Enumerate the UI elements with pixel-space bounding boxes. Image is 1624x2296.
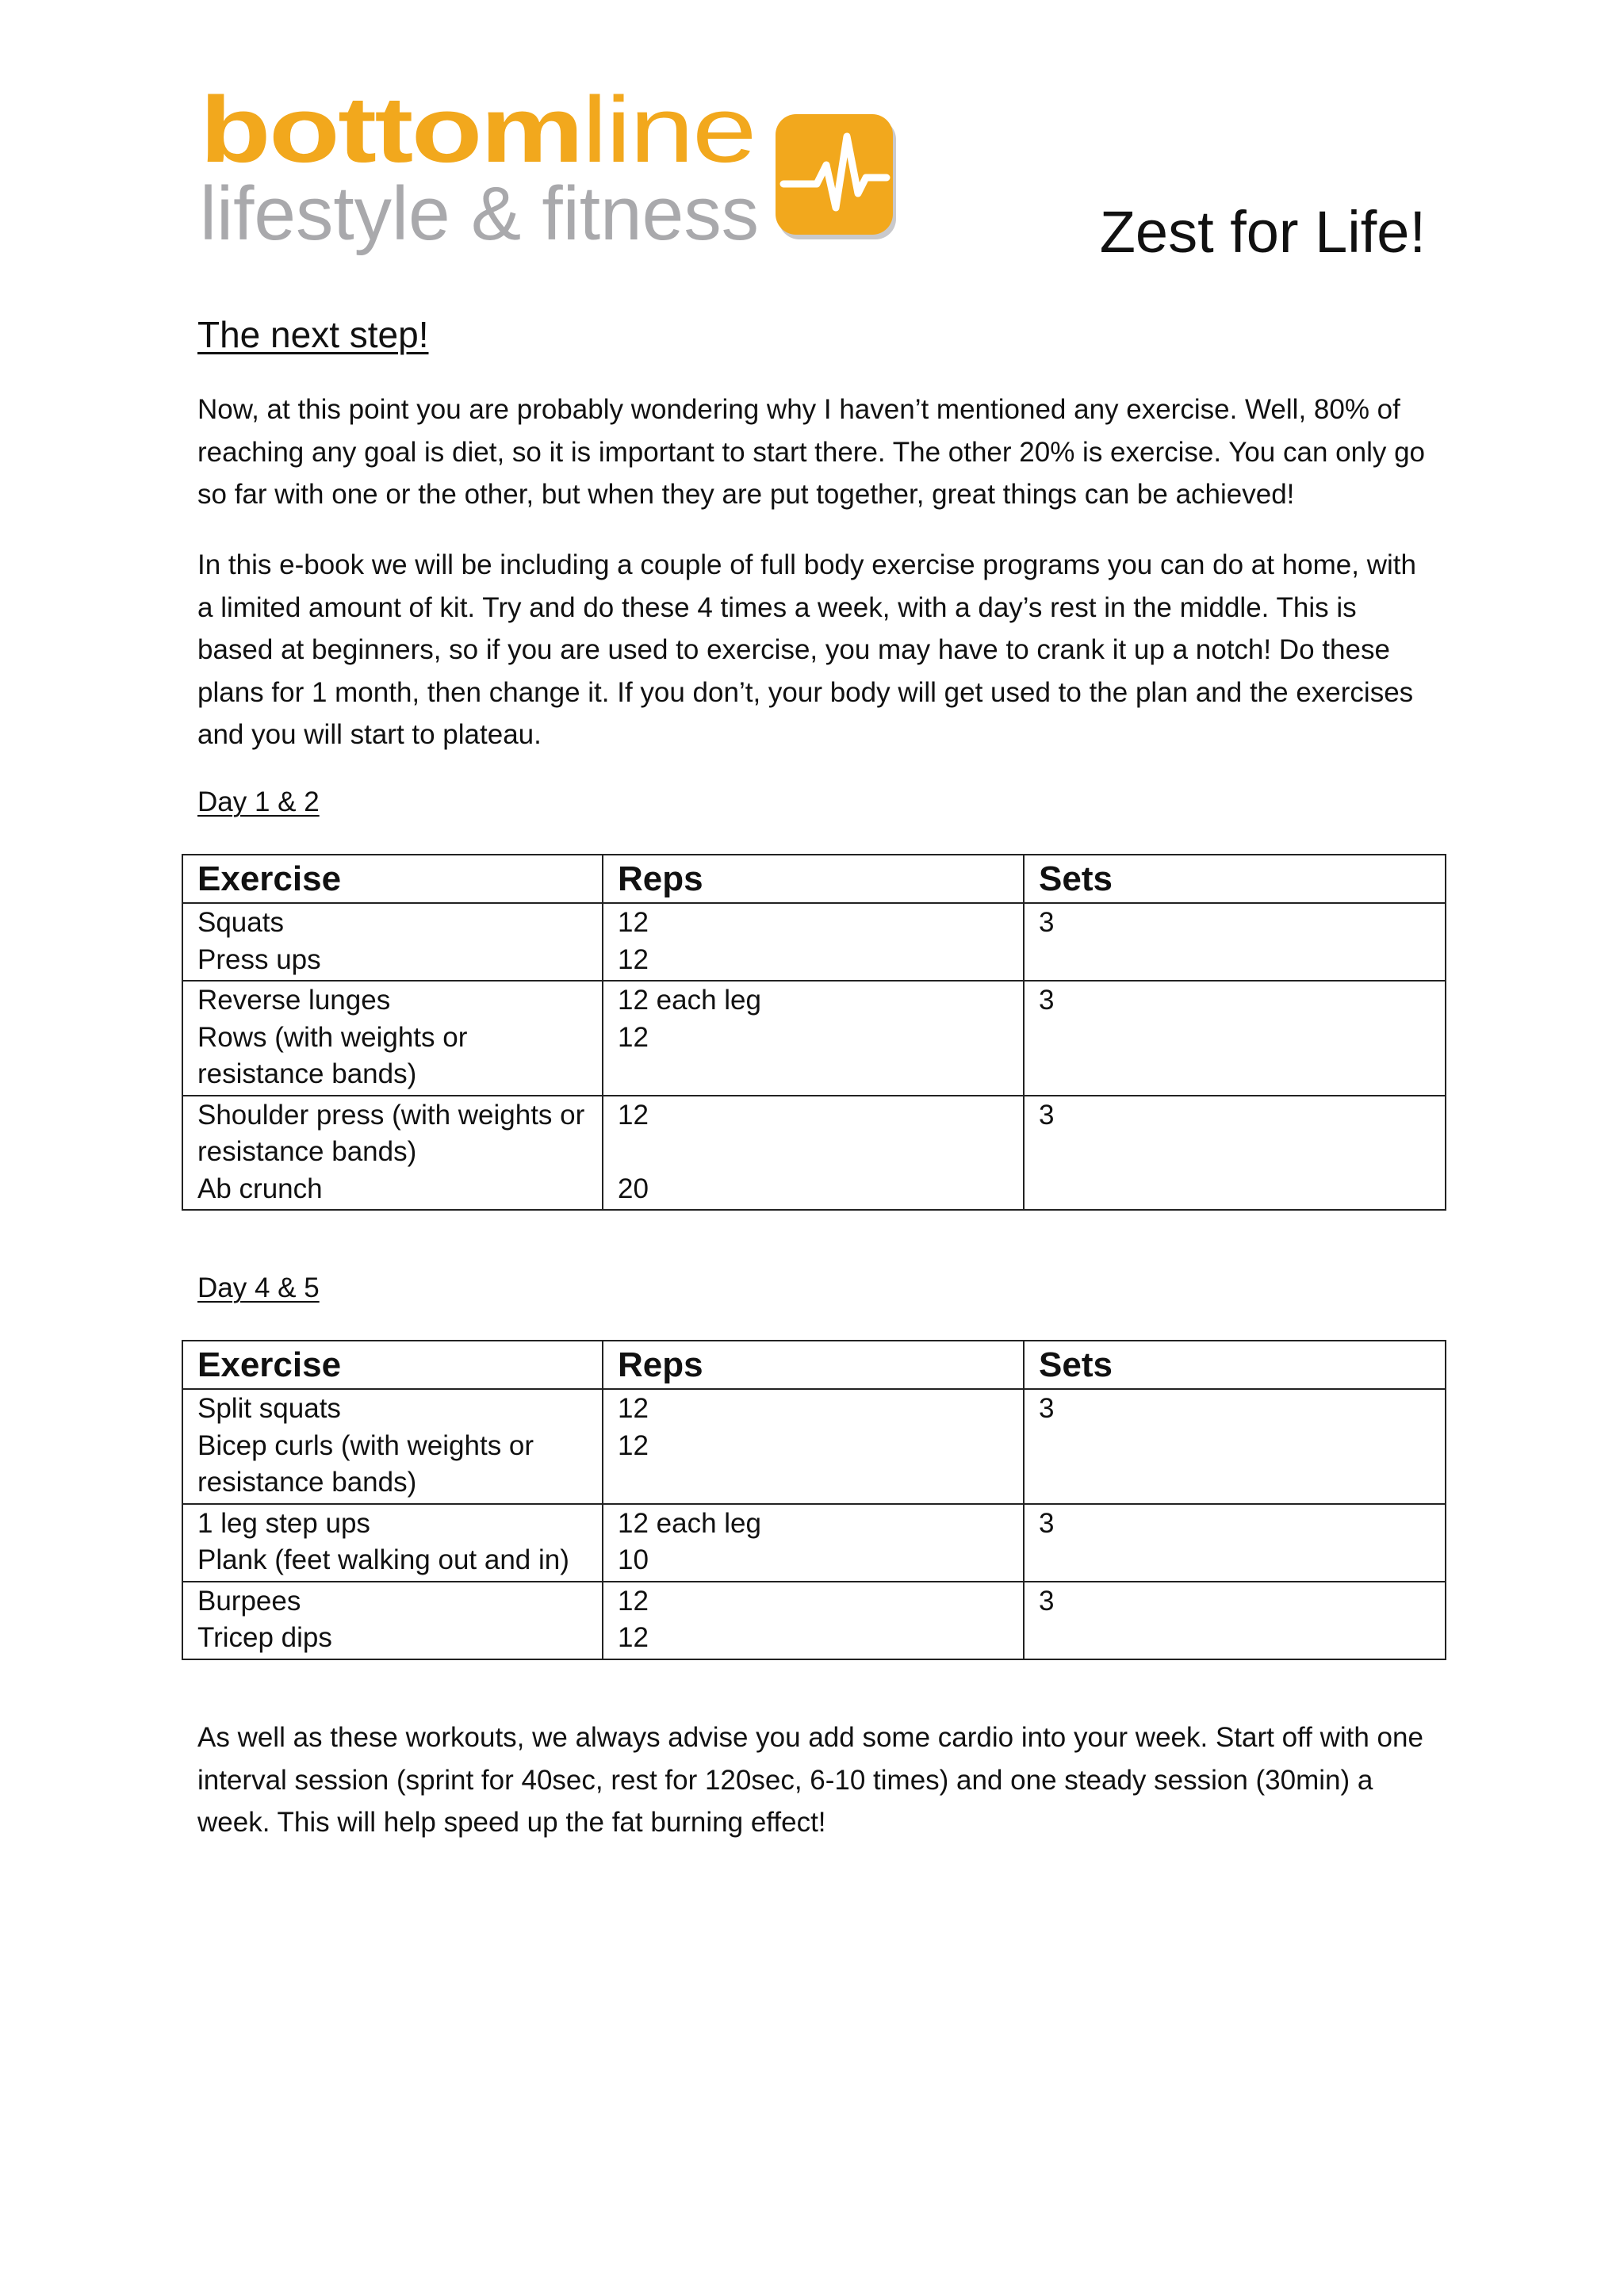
table-row bbox=[182, 903, 1446, 981]
table-row bbox=[182, 1389, 1446, 1504]
reps-value: 12 bbox=[618, 943, 649, 975]
logo-text-bottom: bottom bbox=[200, 89, 508, 182]
exercise-cell bbox=[182, 1582, 603, 1659]
logo-text-line: line bbox=[581, 89, 722, 182]
exercise-cell bbox=[182, 1389, 603, 1504]
section-heading: The next step! bbox=[197, 314, 429, 355]
reps-value: 12 each leg bbox=[618, 1507, 761, 1539]
table-header-row bbox=[182, 1341, 1446, 1389]
exercise-cell bbox=[182, 903, 603, 981]
exercise-name: Burpees bbox=[197, 1585, 301, 1617]
program-paragraph: In this e-book we will be including a couple of full body exercise programs you can do at home, with a limited amount of kit. Try and do these 4 times a week, with a day’s rest in the middle. This is based at beginners, so if you are used to exercise, you may have to crank it up a notch! Do these plans for 1 month, then change it. If you don’t, your body will get used to the plan and the exercises and you will start to plateau. bbox=[197, 549, 1416, 750]
exercise-cell bbox=[182, 981, 603, 1096]
table-header-row bbox=[182, 855, 1446, 903]
column-header-sets: Sets bbox=[1024, 855, 1446, 903]
exercise-name: Ab crunch bbox=[197, 1173, 323, 1204]
reps-cell bbox=[603, 981, 1024, 1096]
column-header-exercise: Exercise bbox=[182, 1341, 603, 1389]
reps-cell bbox=[603, 1389, 1024, 1504]
sets-cell: 3 bbox=[1024, 1096, 1446, 1211]
sets-cell: 3 bbox=[1024, 903, 1446, 981]
column-header-exercise: Exercise bbox=[182, 855, 603, 903]
intro-paragraph: Now, at this point you are probably wondering why I haven’t mentioned any exercise. Well, 80% of reaching any goal is diet, so it is important to start there. The other 20% is exercise. You can only go so far with one or the other, but when they are put together, great things can be achieved! bbox=[197, 394, 1425, 510]
day-4-5-table bbox=[182, 1340, 1446, 1660]
table-row bbox=[182, 1582, 1446, 1659]
reps-value: 12 bbox=[618, 1622, 649, 1653]
day-4-5-label: Day 4 & 5 bbox=[197, 1272, 320, 1303]
sets-cell: 3 bbox=[1024, 981, 1446, 1096]
reps-cell bbox=[603, 1096, 1024, 1211]
exercise-name: Squats bbox=[197, 907, 284, 938]
reps-value: 12 bbox=[618, 1393, 649, 1424]
exercise-name: Shoulder press (with weights or bbox=[197, 1099, 585, 1131]
reps-cell bbox=[603, 903, 1024, 981]
exercise-name: resistance bands) bbox=[197, 1058, 417, 1089]
day-1-2-table bbox=[182, 854, 1446, 1211]
reps-spacer bbox=[618, 1134, 1010, 1171]
document-title: Zest for Life! bbox=[1099, 199, 1426, 265]
reps-value: 20 bbox=[618, 1173, 649, 1204]
exercise-name: Plank (feet walking out and in) bbox=[197, 1544, 569, 1575]
exercise-name: Rows (with weights or bbox=[197, 1021, 468, 1053]
cardio-paragraph: As well as these workouts, we always advise you add some cardio into your week. Start off with one interval session (sprint for 40sec, rest for 120sec, 6-10 times) and one steady session (30min) a week. This will help speed up the fat burning effect! bbox=[197, 1722, 1423, 1838]
sets-cell: 3 bbox=[1024, 1389, 1446, 1504]
exercise-cell bbox=[182, 1096, 603, 1211]
column-header-reps: Reps bbox=[603, 1341, 1024, 1389]
logo-text-lifestyle-fitness: lifestyle & fitness bbox=[200, 171, 759, 256]
reps-value: 12 bbox=[618, 1099, 649, 1131]
day-1-2-label: Day 1 & 2 bbox=[197, 786, 320, 817]
logo-wordmark-top bbox=[200, 89, 755, 182]
exercise-cell bbox=[182, 1504, 603, 1582]
reps-value: 10 bbox=[618, 1544, 649, 1575]
table-row bbox=[182, 1096, 1446, 1211]
sets-cell: 3 bbox=[1024, 1504, 1446, 1582]
table-row bbox=[182, 1504, 1446, 1582]
exercise-name: resistance bands) bbox=[197, 1467, 417, 1498]
column-header-reps: Reps bbox=[603, 855, 1024, 903]
reps-value: 12 each leg bbox=[618, 985, 761, 1016]
exercise-name: 1 leg step ups bbox=[197, 1507, 370, 1539]
reps-value: 12 bbox=[618, 1429, 649, 1461]
exercise-name: resistance bands) bbox=[197, 1136, 417, 1167]
exercise-name: Tricep dips bbox=[197, 1622, 332, 1653]
heartbeat-icon bbox=[776, 114, 896, 239]
reps-value: 12 bbox=[618, 1585, 649, 1617]
reps-value: 12 bbox=[618, 1021, 649, 1053]
brand-logo bbox=[200, 89, 898, 259]
column-header-sets: Sets bbox=[1024, 1341, 1446, 1389]
exercise-name: Reverse lunges bbox=[197, 985, 391, 1016]
exercise-name: Bicep curls (with weights or bbox=[197, 1429, 534, 1461]
reps-cell bbox=[603, 1582, 1024, 1659]
reps-value: 12 bbox=[618, 907, 649, 938]
table-row bbox=[182, 981, 1446, 1096]
exercise-name: Split squats bbox=[197, 1393, 341, 1424]
sets-cell: 3 bbox=[1024, 1582, 1446, 1659]
exercise-name: Press ups bbox=[197, 943, 321, 975]
reps-cell bbox=[603, 1504, 1024, 1582]
